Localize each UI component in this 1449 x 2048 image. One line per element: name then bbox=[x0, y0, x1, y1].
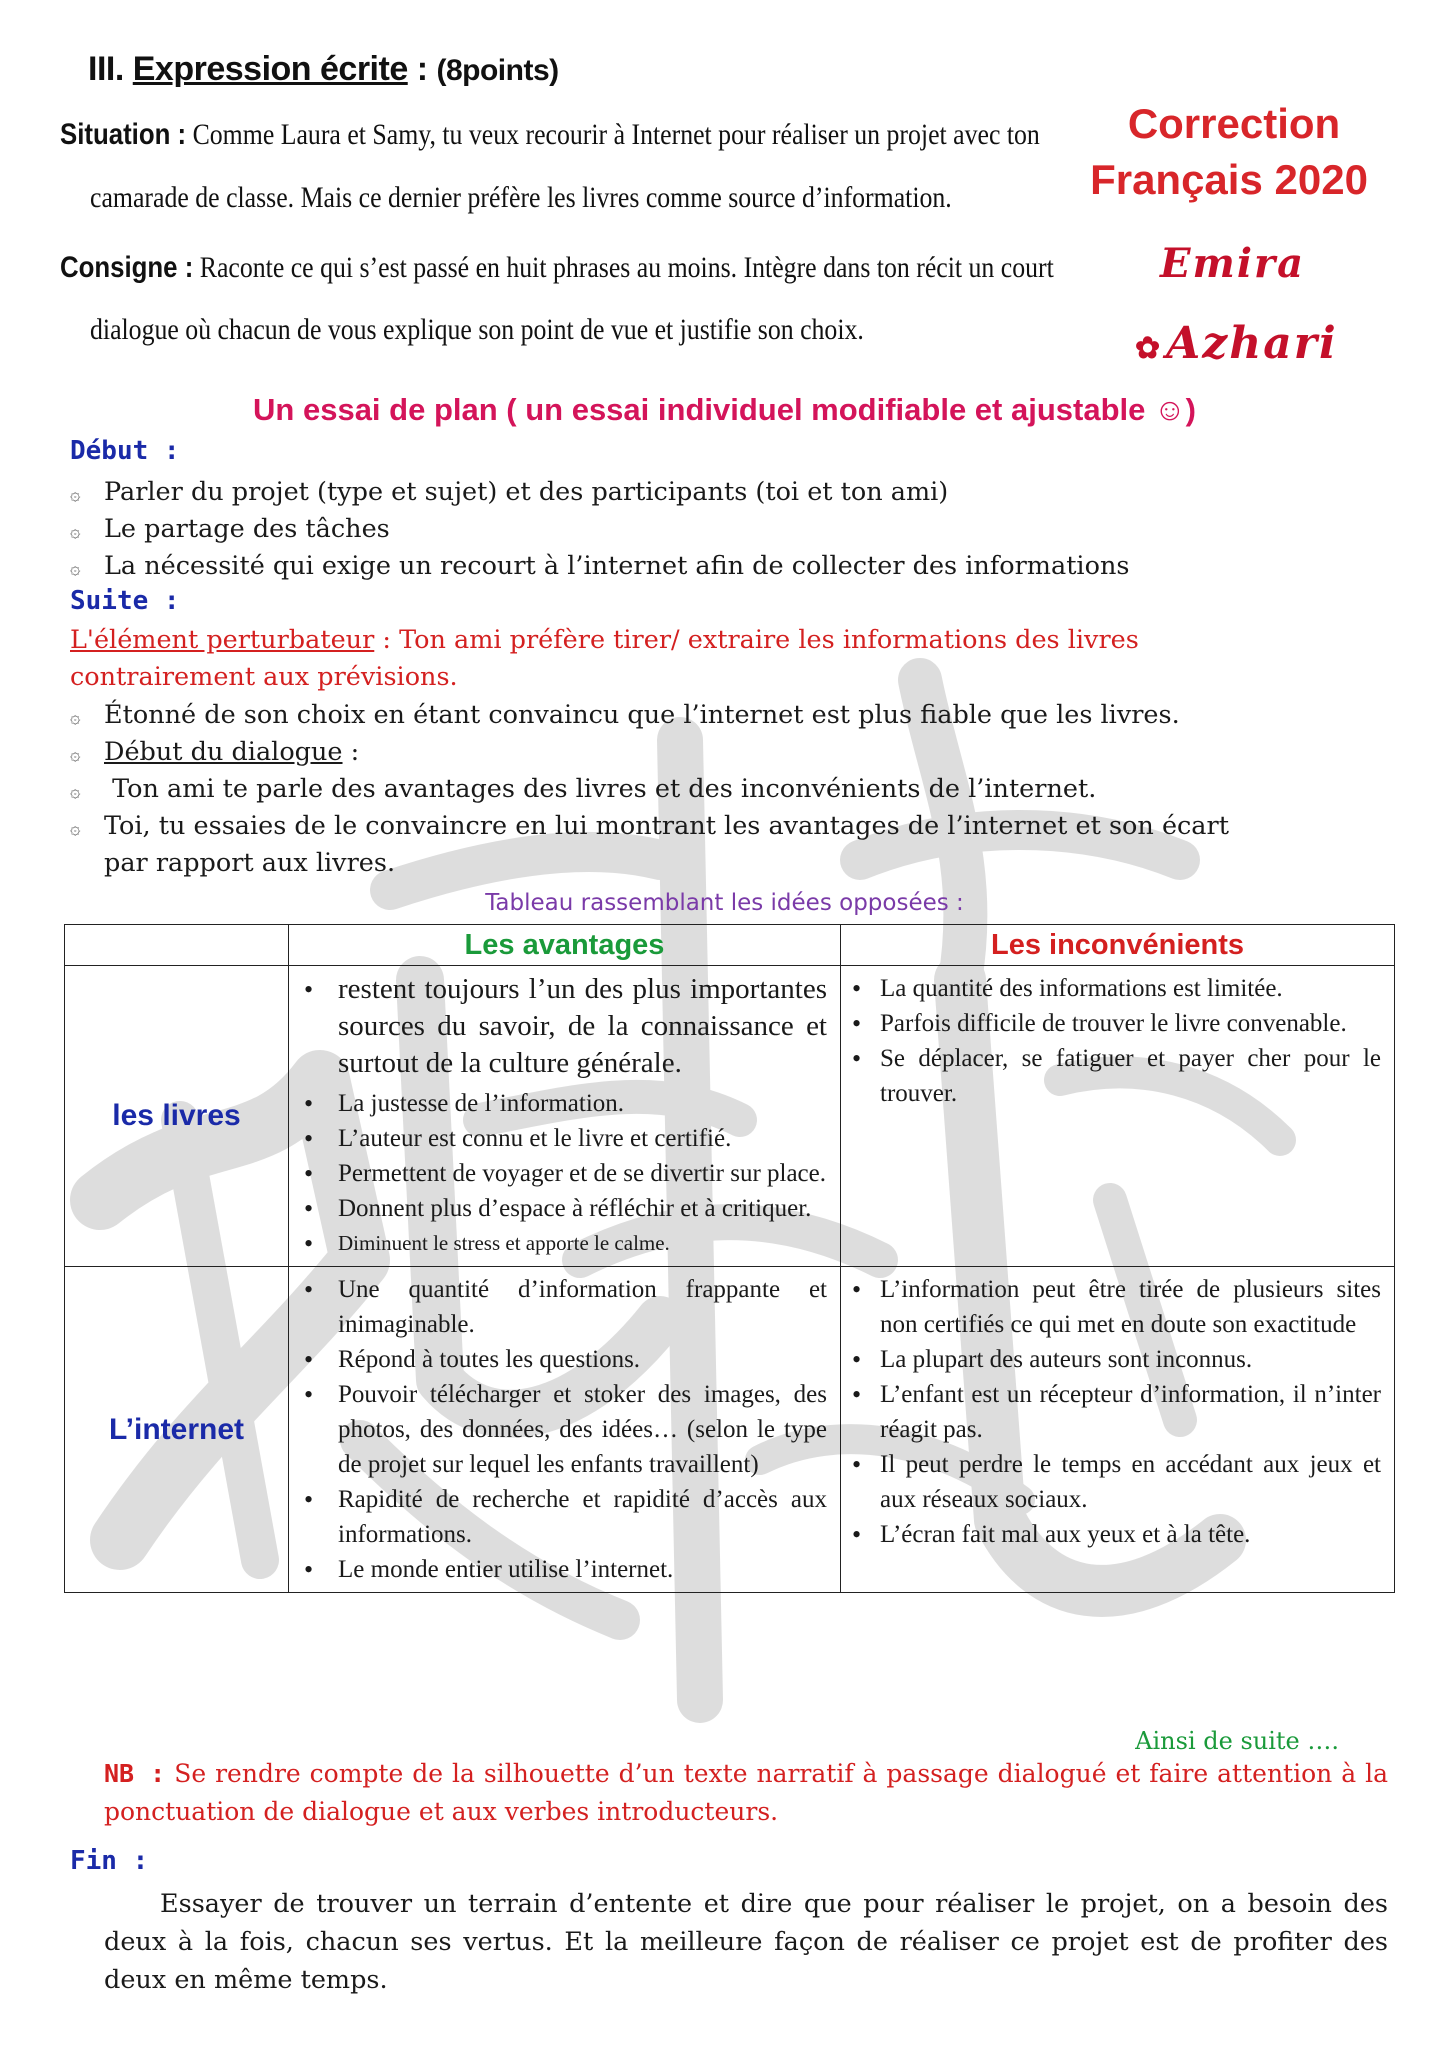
correction-line-1: Correction bbox=[1127, 100, 1341, 147]
perturbateur-line-2: contrairement aux prévisions. bbox=[70, 662, 458, 692]
heading-colon: : bbox=[416, 50, 428, 88]
livres-inconvenients-cell bbox=[841, 966, 1395, 1267]
debut-item-text: Le partage des tâches bbox=[104, 514, 390, 544]
signature-first-name: Emira bbox=[1160, 240, 1305, 287]
perturbateur-label: L'élément perturbateur bbox=[70, 625, 375, 655]
row-label-internet: L’internet bbox=[65, 1267, 289, 1593]
situation-line-2 bbox=[90, 178, 1002, 218]
ainsi-de-suite: Ainsi de suite …. bbox=[1135, 1727, 1339, 1755]
situation-line-1 bbox=[60, 115, 1040, 155]
suite-item-text: Ton ami te parle des avantages des livres et des inconvénients de l’internet. bbox=[104, 774, 1097, 804]
perturbateur-text-1: : Ton ami préfère tirer/ extraire les informations des livres bbox=[374, 625, 1139, 655]
flower-icon: ✿ bbox=[1135, 331, 1163, 366]
list-item: • L’écran fait mal aux yeux et à la tête. bbox=[880, 1517, 1381, 1552]
consigne-text-1: Raconte ce qui s’est passé en huit phrases au moins. Intègre dans ton récit un court bbox=[193, 251, 1054, 284]
list-item: • Le monde entier utilise l’internet. bbox=[338, 1552, 827, 1587]
plan-title: Un essai de plan ( un essai individuel modifiable et ajustable ☺) bbox=[253, 392, 1196, 427]
dotted-circle-bullet-icon: ۞ bbox=[70, 744, 81, 765]
debut-item-text: La nécessité qui exige un recourt à l’internet afin de collecter des informations bbox=[104, 551, 1130, 581]
list-item: • Donnent plus d’espace à réfléchir et à critiquer. bbox=[338, 1191, 827, 1226]
dotted-circle-bullet-icon: ۞ bbox=[70, 521, 81, 542]
header-avantages: Les avantages bbox=[289, 925, 841, 966]
table-row-internet bbox=[65, 1267, 1395, 1593]
list-item: • Il peut perdre le temps en accédant aux jeux et aux réseaux sociaux. bbox=[880, 1447, 1381, 1517]
internet-avantages-list bbox=[290, 1268, 839, 1591]
debut-item-3 bbox=[70, 548, 1129, 587]
comparison-table bbox=[64, 924, 1395, 1593]
consigne-label: Consigne : bbox=[60, 251, 194, 284]
list-item: • Diminuent le stress et apporte le calme. bbox=[338, 1226, 827, 1261]
situation-text-2: camarade de classe. Mais ce dernier préfère les livres comme source d’information. bbox=[90, 181, 952, 214]
suite-item-4-cont: par rapport aux livres. bbox=[104, 848, 396, 878]
list-item: • Répond à toutes les questions. bbox=[338, 1342, 827, 1377]
nb-label: NB : bbox=[104, 1759, 166, 1788]
livres-inconvenients-list bbox=[842, 967, 1393, 1115]
correction-line-2: Français 2020 bbox=[1090, 156, 1368, 203]
suite-item-2 bbox=[70, 734, 359, 773]
list-item: • Se déplacer, se fatiguer et payer cher pour le trouver. bbox=[880, 1041, 1381, 1111]
list-item: • La quantité des informations est limitée. bbox=[880, 971, 1381, 1006]
table-header-row bbox=[65, 925, 1395, 966]
situation-text-1: Comme Laura et Samy, tu veux recourir à Internet pour réaliser un projet avec ton bbox=[186, 118, 1040, 151]
dialogue-colon: : bbox=[342, 737, 360, 767]
list-item: • L’enfant est un récepteur d’information, il n’inter réagit pas. bbox=[880, 1377, 1381, 1447]
debut-item-text: Parler du projet (type et sujet) et des participants (toi et ton ami) bbox=[104, 477, 949, 507]
dotted-circle-bullet-icon: ۞ bbox=[70, 818, 81, 839]
list-item: • restent toujours l’un des plus importantes sources du savoir, de la connaissance et surtout de la culture générale. bbox=[338, 971, 827, 1082]
list-item: • Permettent de voyager et de se divertir sur place. bbox=[338, 1156, 827, 1191]
section-number: III. bbox=[88, 50, 124, 88]
row-label-livres: les livres bbox=[65, 966, 289, 1267]
consigne-text-2: dialogue où chacun de vous explique son point de vue et justifie son choix. bbox=[90, 313, 864, 346]
debut-item-2 bbox=[70, 511, 390, 550]
list-item: • Une quantité d’information frappante et inimaginable. bbox=[338, 1272, 827, 1342]
debut-label: Début : bbox=[70, 436, 180, 466]
consigne-line-1 bbox=[60, 248, 1054, 288]
suite-item-text: Étonné de son choix en étant convaincu que l’internet est plus fiable que les livres. bbox=[104, 700, 1180, 730]
points-label: (8points) bbox=[436, 54, 559, 87]
dotted-circle-bullet-icon: ۞ bbox=[70, 781, 81, 802]
list-item: • La justesse de l’information. bbox=[338, 1086, 827, 1121]
suite-item-4 bbox=[70, 808, 1229, 847]
signature-last-name bbox=[1135, 318, 1338, 369]
nb-text: Se rendre compte de la silhouette d’un texte narratif à passage dialogué et faire attention à la ponctuation de dialogue et aux verbes introducteurs. bbox=[104, 1759, 1388, 1826]
header-empty-cell bbox=[65, 925, 289, 966]
suite-item-text: Toi, tu essaies de le convaincre en lui montrant les avantages de l’internet et son écart bbox=[104, 811, 1229, 841]
dotted-circle-bullet-icon: ۞ bbox=[70, 707, 81, 728]
suite-item-1 bbox=[70, 697, 1180, 736]
dotted-circle-bullet-icon: ۞ bbox=[70, 484, 81, 505]
list-item: • Rapidité de recherche et rapidité d’accès aux informations. bbox=[338, 1482, 827, 1552]
dialogue-label: Début du dialogue bbox=[104, 737, 343, 767]
correction-title bbox=[1059, 96, 1399, 208]
livres-avantages-list-cont bbox=[290, 1086, 839, 1265]
list-item: • Pouvoir télécharger et stoker des images, des photos, des données, des idées… (selon le type de projet sur lequel les enfants travaillent) bbox=[338, 1377, 827, 1482]
dotted-circle-bullet-icon: ۞ bbox=[70, 558, 81, 579]
internet-inconvenients-list bbox=[842, 1268, 1393, 1556]
list-item: • Parfois difficile de trouver le livre convenable. bbox=[880, 1006, 1381, 1041]
suite-label: Suite : bbox=[70, 586, 180, 616]
section-heading bbox=[88, 50, 559, 89]
table-caption: Tableau rassemblant les idées opposées : bbox=[485, 890, 964, 916]
header-inconvenients: Les inconvénients bbox=[841, 925, 1395, 966]
table-row-livres bbox=[65, 966, 1395, 1267]
section-title: Expression écrite bbox=[132, 50, 408, 88]
nb-note bbox=[104, 1755, 1388, 1831]
situation-label: Situation : bbox=[60, 118, 187, 151]
debut-item-1 bbox=[70, 474, 948, 513]
signature-last-name-text: Azhari bbox=[1166, 318, 1338, 369]
list-item: • L’auteur est connu et le livre et certifié. bbox=[338, 1121, 827, 1156]
suite-item-3 bbox=[70, 771, 1096, 810]
perturbateur-line-1 bbox=[70, 622, 1139, 659]
list-item: • La plupart des auteurs sont inconnus. bbox=[880, 1342, 1381, 1377]
livres-avantages-cell bbox=[289, 966, 841, 1267]
list-item: • L’information peut être tirée de plusieurs sites non certifiés ce qui met en doute son exactitude bbox=[880, 1272, 1381, 1342]
internet-inconvenients-cell bbox=[841, 1267, 1395, 1593]
consigne-line-2 bbox=[90, 310, 1002, 350]
fin-paragraph: Essayer de trouver un terrain d’entente et dire que pour réaliser le projet, on a besoin des deux à la fois, chacun ses vertus. Et la meilleure façon de réaliser ce projet est de profiter des deux en même temps. bbox=[104, 1889, 1388, 1995]
fin-label: Fin : bbox=[70, 1846, 149, 1876]
livres-avantages-list bbox=[290, 967, 839, 1086]
internet-avantages-cell bbox=[289, 1267, 841, 1593]
